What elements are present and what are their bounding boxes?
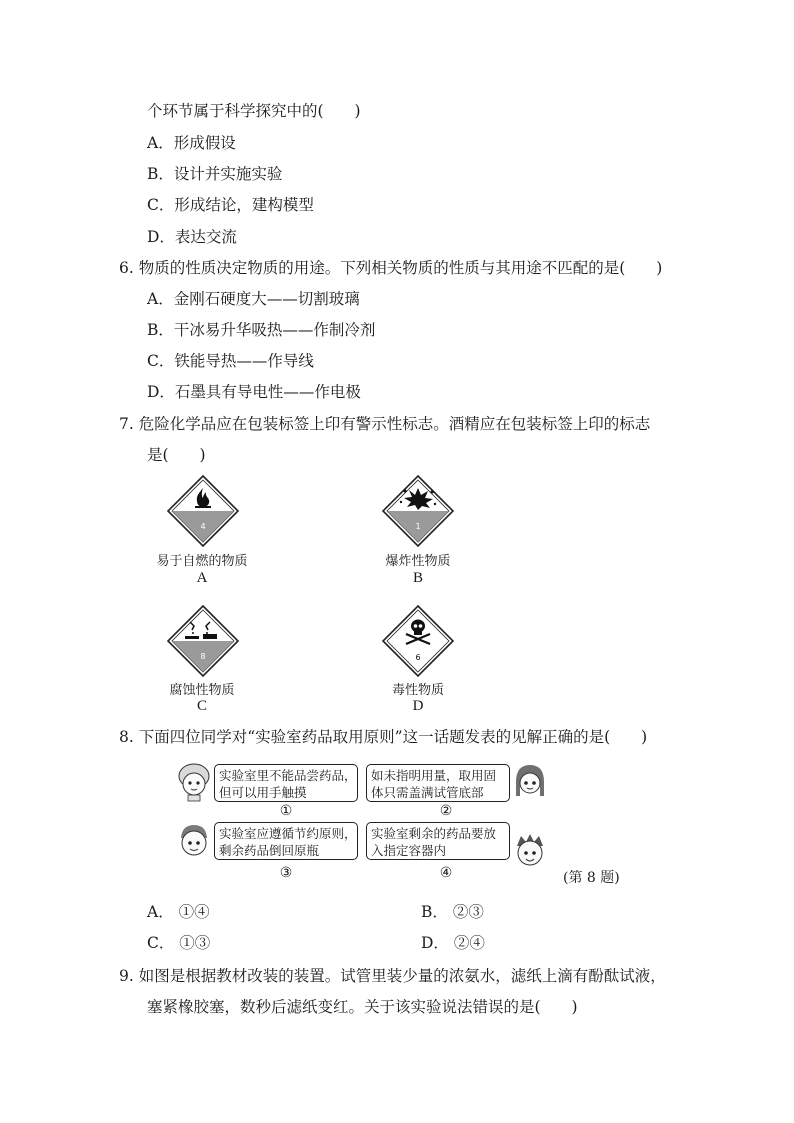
speech-bubble-4: [366, 822, 510, 860]
svg-text:1: 1: [415, 522, 421, 531]
student-face-4: [512, 832, 548, 872]
bubble-2-number: ②: [439, 803, 453, 819]
bubble-4-number: ④: [439, 865, 453, 881]
sign-d-letter: D: [412, 698, 424, 714]
sign-b-letter: B: [412, 570, 423, 586]
bubble-3-number: ③: [279, 865, 293, 881]
student-face-3: [176, 822, 212, 862]
svg-text:6: 6: [415, 653, 421, 662]
bubble-3-line2: 剩余药品倒回原瓶: [219, 843, 320, 858]
q8-option-c: C． ①③: [147, 934, 211, 952]
bubble-2-line1: 如未指明用量，取用固: [371, 768, 497, 783]
q8-stem: 8. 下面四位同学对“实验室药品取用原则”这一话题发表的见解正确的是( ): [119, 728, 648, 746]
hazard-sign-d: [381, 604, 455, 678]
speech-bubble-2: [366, 764, 510, 802]
q8-option-b: B． ②③: [421, 903, 484, 921]
sign-c-letter: C: [196, 698, 207, 714]
student-face-2: [512, 762, 548, 802]
bubble-1-line2: 但可以用手触摸: [219, 785, 307, 800]
q5-option-c: C．形成结论，建构模型: [147, 196, 314, 214]
sign-b-caption: 爆炸性物质: [385, 554, 451, 569]
student-face-1: [176, 762, 212, 802]
q6-option-c: C．铁能导热——作导线: [147, 352, 314, 370]
sign-d-caption: 毒性物质: [391, 683, 444, 698]
speech-bubble-1: [214, 764, 358, 802]
q6-stem: 6. 物质的性质决定物质的用途。下列相关物质的性质与其用途不匹配的是( ): [119, 259, 663, 277]
q5-option-d: D．表达交流: [147, 228, 237, 246]
q6-option-d: D．石墨具有导电性——作电极: [147, 383, 361, 401]
sign-a-letter: A: [196, 570, 208, 586]
q9-line1: 9. 如图是根据教材改装的装置。试管里装少量的浓氨水，滤纸上滴有酚酞试液，: [119, 967, 666, 985]
q7-stem-line1: 7. 危险化学品应在包装标签上印有警示性标志。酒精应在包装标签上印的标志: [119, 415, 651, 433]
q6-option-b: B．干冰易升华吸热——作制冷剂: [147, 321, 376, 339]
hazard-sign-a: [166, 474, 240, 548]
sign-c-caption: 腐蚀性物质: [169, 683, 235, 698]
svg-text:4: 4: [200, 522, 206, 531]
hazard-sign-c: [166, 604, 240, 678]
svg-text:8: 8: [200, 652, 206, 661]
hazard-sign-b: [381, 474, 455, 548]
q5-option-a: A．形成假设: [147, 134, 236, 152]
q9-line2: 塞紧橡胶塞，数秒后滤纸变红。关于该实验说法错误的是( ): [147, 998, 578, 1016]
bubble-3-line1: 实验室应遵循节约原则，: [219, 826, 357, 841]
bubble-2-line2: 体只需盖满试管底部: [371, 785, 484, 800]
q6-option-a: A．金刚石硬度大——切割玻璃: [147, 290, 360, 308]
bubble-4-line1: 实验室剩余的药品要放: [371, 826, 497, 841]
q5-option-b: B．设计并实施实验: [147, 165, 283, 183]
bubble-1-line1: 实验室里不能品尝药品，: [219, 768, 357, 783]
q5-stem-tail: 个环节属于科学探究中的( ): [147, 102, 361, 120]
bubble-1-number: ①: [279, 803, 293, 819]
figure-caption: (第 8 题): [563, 870, 620, 886]
sign-a-caption: 易于自燃的物质: [156, 554, 248, 569]
q8-option-a: A． ①④: [147, 903, 210, 921]
speech-bubble-3: [214, 822, 358, 860]
q8-option-d: D． ②④: [421, 934, 485, 952]
q7-stem-line2: 是( ): [147, 446, 206, 464]
bubble-4-line2: 入指定容器内: [371, 843, 447, 858]
